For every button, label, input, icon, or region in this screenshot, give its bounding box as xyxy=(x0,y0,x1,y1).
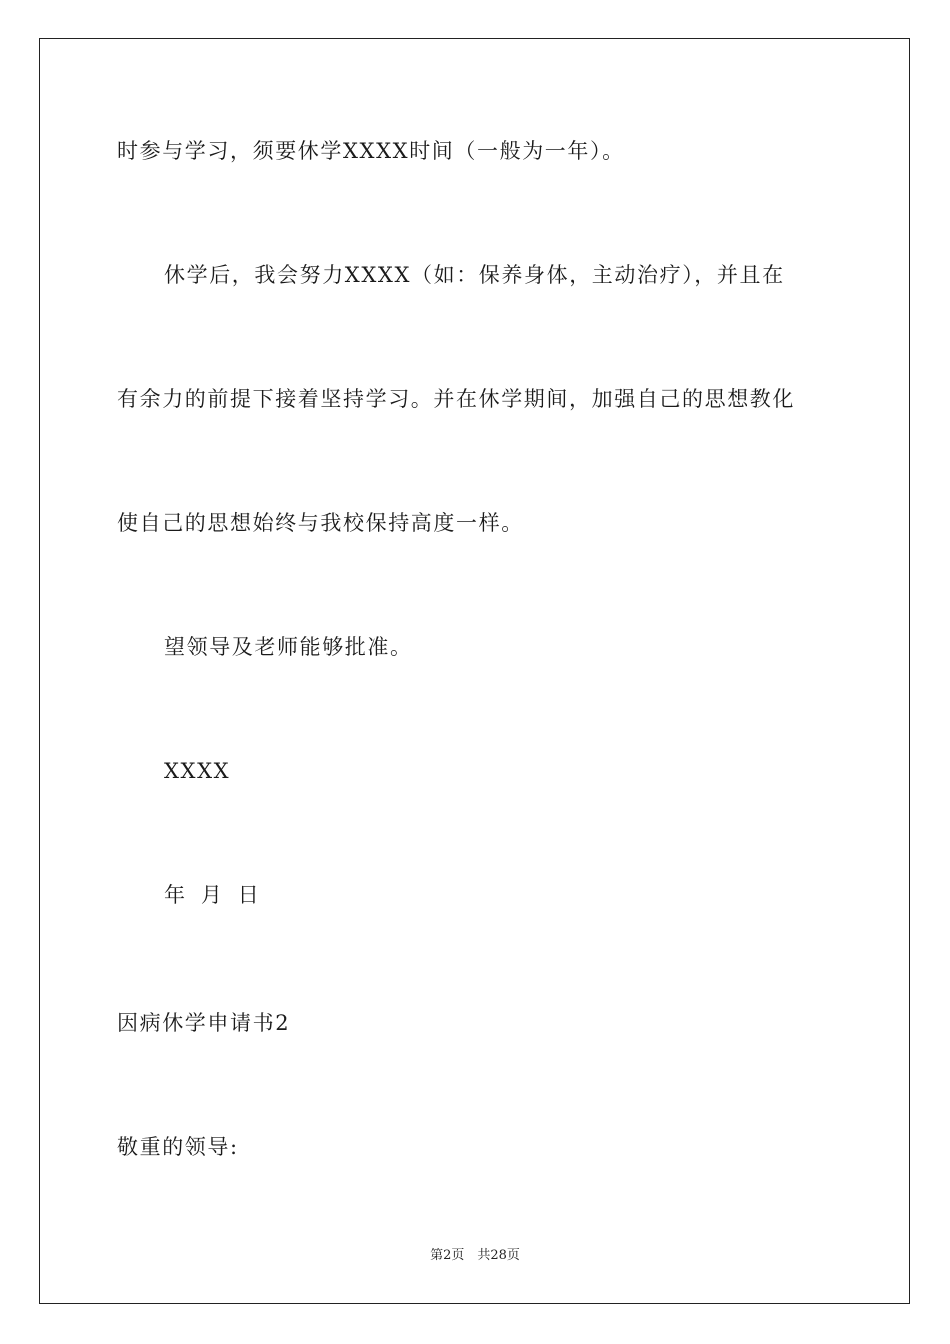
approval-request-line: 望领导及老师能够批准。 xyxy=(164,635,413,659)
signature-placeholder: XXXX xyxy=(164,759,231,783)
section-title: 因病休学申请书2 xyxy=(117,1011,291,1035)
page-number-label: 第2页 共28页 xyxy=(430,1248,520,1263)
salutation: 敬重的领导: xyxy=(117,1135,239,1159)
date-line: 年 月 日 xyxy=(164,883,261,907)
paragraph-line-2: 休学后，我会努力XXXX（如：保养身体，主动治疗），并且在 xyxy=(164,263,785,287)
page-frame xyxy=(39,38,910,1304)
page-footer xyxy=(0,1248,950,1264)
paragraph-line-3: 有余力的前提下接着坚持学习。并在休学期间，加强自己的思想教化 xyxy=(117,387,795,411)
paragraph-line-4: 使自己的思想始终与我校保持高度一样。 xyxy=(117,511,524,535)
paragraph-line-1: 时参与学习，须要休学XXXX时间（一般为一年）。 xyxy=(117,139,625,163)
